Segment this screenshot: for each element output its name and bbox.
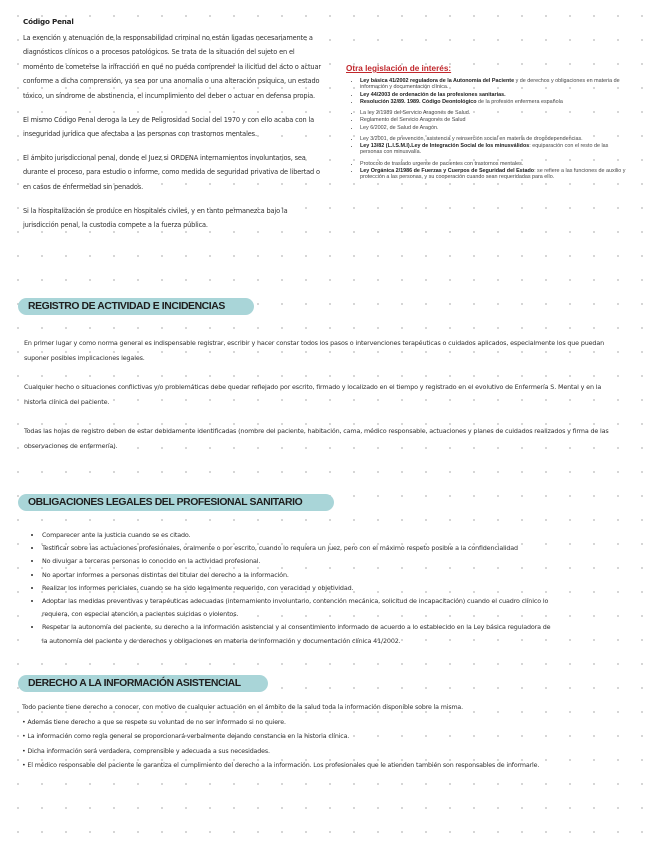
derecho-line: • Dicha información será verdadera, comprensible y adecuada a sus necesidades. xyxy=(22,747,270,755)
obligaciones-heading: OBLIGACIONES LEGALES DEL PROFESIONAL SANITARIO xyxy=(28,497,303,508)
registro-heading: REGISTRO DE ACTIVIDAD E INCIDENCIAS xyxy=(28,301,225,312)
obligaciones-list xyxy=(24,529,554,648)
legislation-item: • Ley 6/2002, de Salud de Aragón. xyxy=(360,125,632,131)
registro-paragraph: En primer lugar y como norma general es indispensable registrar, escribir y hacer constar todos los pasos o intervenciones terapéuticas o cuidados aplicados, especialmente los que puedan suponer posibles implicaciones legales. xyxy=(24,339,605,363)
legislation-group xyxy=(346,136,632,156)
obligacion-item: • Adoptar las medidas preventivas y terapéuticas adecuadas (internamiento involuntario, contención mecánica, solicitud de incapacitación) cuando el cuadro clínico lo requiera, con especial atención a pacientes suicidas o violentos. xyxy=(42,595,554,621)
intro-paragraph: Si la hospitalización se produce en hospitales civiles, y en tanto permanezca bajo la jurisdicción penal, la custodia compete a la fuerza pública. xyxy=(23,206,288,230)
obligaciones-heading-banner xyxy=(18,494,334,511)
codigo-penal-section xyxy=(23,15,323,242)
legislation-box xyxy=(346,66,632,185)
registro-paragraph: Cualquier hecho o situaciones conflictivas y/o problemáticas debe quedar reflejado por escrito, firmado y localizado en el tiempo y registrado en el evolutivo de Enfermería S. Mental y en la historia clínica del paciente. xyxy=(24,382,602,407)
intro-paragraph: La exención y atenuación de la responsabilidad criminal no están ligadas necesariamente a diagnósticos clínicos o a procesos patológicos. Se trata de la situación del sujeto en el momento de cometerse la infracción en que no pueda comprender la ilicitud del acto o actuar conforme a dicha comprensión, ya sea por una anomalía o una alteración psíquica, un estado tóxico, un síndrome de abstinencia, el incumplimiento del deber o actuar en defensa propia. xyxy=(23,33,321,100)
derecho-heading: DERECHO A LA INFORMACIÓN ASISTENCIAL xyxy=(28,678,241,689)
obligacion-item: • Realizar los informes periciales, cuando se ha sido legalmente requerido, con veracidad y objetividad. xyxy=(42,582,554,595)
legislation-item: • Ley básica 41/2002 reguladora de la Autonomía del Paciente y de derechos y obligaciones en materia de información y documentación clínica. xyxy=(360,78,632,90)
legislation-group xyxy=(346,78,632,105)
obligacion-item: • Comparecer ante la justicia cuando se es citado. xyxy=(42,529,554,542)
legislation-item: • Ley 3/2001, de prevención, asistencia y reinserción social en materia de drogodependencias. xyxy=(360,136,632,142)
legislation-item: • Ley 44/2003 de ordenación de las profesiones sanitarias. xyxy=(360,92,632,98)
legislation-item: • La ley 2/1989 del Servicio Aragonés de Salud. xyxy=(360,110,632,116)
codigo-penal-title: Código Penal xyxy=(23,17,74,26)
derecho-line: Todo paciente tiene derecho a conocer, con motivo de cualquier actuación en el ámbito de la salud toda la información disponible sobre la misma. xyxy=(22,704,463,711)
legislation-group xyxy=(346,161,632,181)
derecho-line: • La información como regla general se proporcionará verbalmente dejando constancia en la historia clínica. xyxy=(22,733,350,741)
legislation-item: • Ley 13/82 (L.I.S.M.I).Ley de Integración Social de los minusválidos: equiparación con el resto de las personas con minusvalía. xyxy=(360,143,632,155)
legislation-item: • Ley Orgánica 2/1986 de Fuerzas y Cuerpos de Seguridad del Estado: se refiere a las funciones de auxilio y protección a las personas, y su cooperación cuando sean requeridadas para ello. xyxy=(360,168,632,180)
legislation-title: Otra legislación de interés: xyxy=(346,64,452,73)
derecho-line: • El médico responsable del paciente le garantiza el cumplimiento del derecho a la información. Los profesionales que le atienden también son responsables de informarle. xyxy=(22,762,540,770)
legislation-item: • Resolución 32/89. 1989. Código Deontológico de la profesión enfermera española xyxy=(360,99,632,105)
obligacion-item: • Testificar sobre las actuaciones profesionales, oralmente o por escrito, cuando lo requiera un juez, pero con el máximo respeto posible a la confidencialidad xyxy=(42,542,554,555)
legislation-item: • Reglamento del Servicio Aragonés de Salud xyxy=(360,117,632,123)
derecho-line: • Además tiene derecho a que se respete su voluntad de no ser informado si no quiere. xyxy=(22,718,286,726)
registro-section xyxy=(24,336,614,463)
intro-paragraph: El ámbito jurisdiccional penal, donde el Juez si ORDENA internamientos involuntarios, sea durante el proceso, para estudio o informe, como medida de seguridad privativa de libertad o en casos de enfermedad sin penados. xyxy=(23,153,320,191)
derecho-heading-banner xyxy=(18,675,268,692)
derecho-section xyxy=(22,701,552,774)
intro-paragraph: El mismo Código Penal deroga la Ley de Peligrosidad Social del 1970 y con ello acaba con la inseguridad jurídica que afectaba a las personas con trastornos mentales. xyxy=(23,115,315,139)
registro-heading-banner xyxy=(18,298,254,315)
legislation-group xyxy=(346,110,632,131)
obligacion-item: • No divulgar a terceras personas lo conocido en la actividad profesional. xyxy=(42,555,554,568)
obligacion-item: • No aportar informes a personas distintas del titular del derecho a la información. xyxy=(42,569,554,582)
legislation-item: • Protocolo de traslado urgente de pacientes con trastornos mentales. xyxy=(360,161,632,167)
registro-paragraph: Todas las hojas de registro deben de estar debidamente identificadas (nombre del paciente, habitación, cama, médico responsable, actuaciones y planes de cuidados realizados y firma de las observaciones de enfermería). xyxy=(24,426,609,451)
obligacion-item: • Respetar la autonomía del paciente, su derecho a la información asistencial y al consentimiento informado de acuerdo a lo establecido en la Ley básica reguladora de la autonomía del paciente y de derechos y obligaciones en materia de información y documentación clínica 41/2002. xyxy=(42,621,554,647)
